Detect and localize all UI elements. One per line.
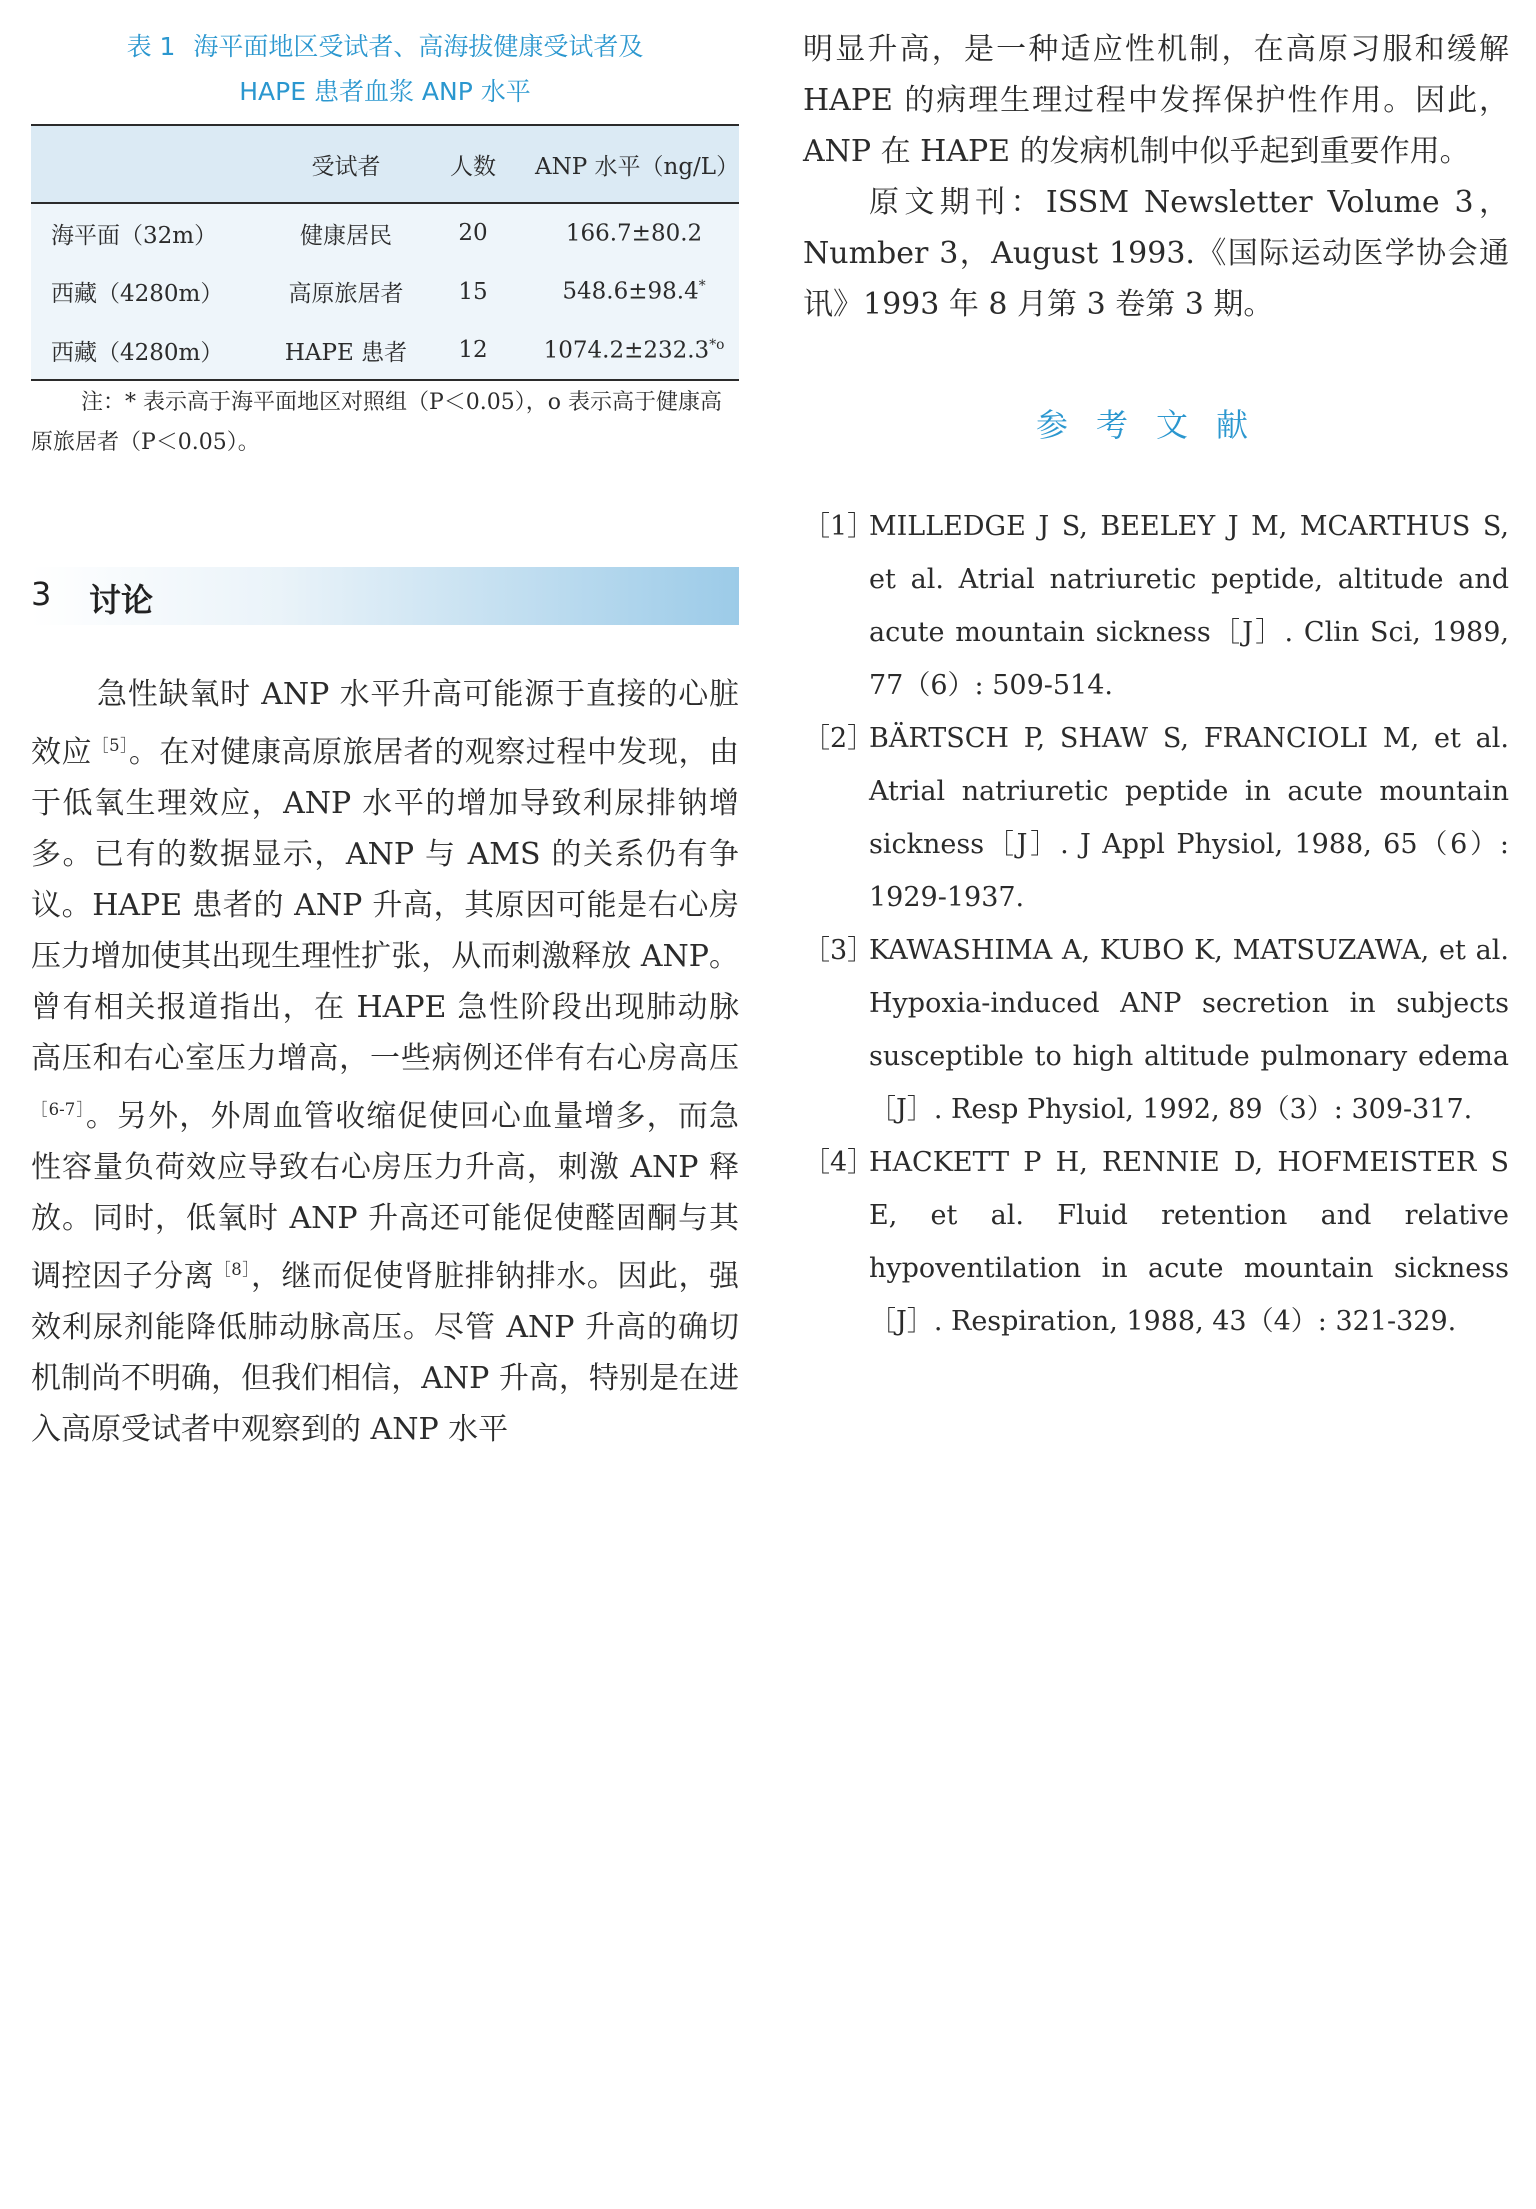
table-header-cell: 人数 bbox=[450, 153, 496, 180]
discussion-text: 急性缺氧时 ANP 水平升高可能源于直接的心脏效应 bbox=[31, 677, 739, 770]
anp-value: 1074.2±232.3 bbox=[543, 337, 710, 364]
table-row bbox=[31, 262, 739, 321]
reference-text: MILLEDGE J S, BEELEY J M, MCARTHUS S, et al. Atrial natriuretic peptide, altitude and acute mountain sickness［J］. Clin Sci, 1989, 77（6）: 509-514. bbox=[869, 511, 1509, 701]
reference-number: ［3］ bbox=[803, 935, 875, 966]
discussion-text: 。在对健康高原旅居者的观察过程中发现，由于低氧生理效应，ANP 水平的增加导致利尿排钠增多。已有的数据显示，ANP 与 AMS 的关系仍有争议。HAPE 患者的 ANP 升高，其原因可能是右心房压力增加使其出现生理性扩张，从而刺激释放 ANP。曾有相关报道指出，在 HAPE 急性阶段出现肺动脉高压和右心室压力增高，一些病例还伴有右心房高压 bbox=[31, 735, 739, 1076]
table-cell-n: 15 bbox=[458, 278, 488, 305]
section-title: 讨论 bbox=[89, 581, 154, 619]
left-column bbox=[31, 24, 739, 485]
table-row bbox=[31, 203, 739, 262]
table-cell-anp bbox=[529, 203, 739, 262]
table-cell-subject: HAPE 患者 bbox=[284, 339, 408, 366]
citation[interactable]: ［6-7］ bbox=[31, 1100, 86, 1119]
table-header-cell: ANP 水平（ng/L） bbox=[535, 153, 740, 180]
reference-item bbox=[803, 712, 1509, 924]
significance-mark: * bbox=[698, 278, 706, 295]
table-note: 注：* 表示高于海平面地区对照组（P＜0.05），o 表示高于健康高原旅居者（P＜0.05）。 bbox=[31, 390, 723, 455]
table-caption bbox=[31, 24, 739, 114]
reference-number: ［1］ bbox=[803, 511, 875, 542]
reference-item bbox=[803, 1136, 1509, 1348]
reference-item bbox=[803, 924, 1509, 1136]
table-caption-line1 bbox=[31, 24, 739, 69]
table-caption-text1: 海平面地区受试者、高海拔健康受试者及 bbox=[193, 32, 644, 61]
table-cell-n: 12 bbox=[458, 337, 488, 363]
table-cell-site: 海平面（32m） bbox=[51, 222, 218, 249]
citation[interactable]: ［5］ bbox=[92, 736, 129, 755]
references-title: 参考文献 bbox=[1035, 406, 1276, 444]
discussion-text: 。另外，外周血管收缩促使回心血量增多，而急性容量负荷效应导致右心房压力升高，刺激 ANP 释放。同时，低氧时 ANP 升高还可能促使醛固酮与其调控因子分离 bbox=[31, 1099, 740, 1294]
table-cell-n: 20 bbox=[458, 220, 488, 246]
reference-text: BÄRTSCH P, SHAW S, FRANCIOLI M, et al. Atrial natriuretic peptide in acute mountain sickness［J］. J Appl Physiol, 1988, 65（6）: 1929-1937. bbox=[869, 723, 1509, 913]
table-caption-line2: HAPE 患者血浆 ANP 水平 bbox=[239, 77, 531, 106]
table-header-cell bbox=[31, 125, 275, 203]
continuation-paragraph: 明显升高，是一种适应性机制，在高原习服和缓解 HAPE 的病理生理过程中发挥保护性作用。因此，ANP 在 HAPE 的发病机制中似乎起到重要作用。 bbox=[803, 32, 1509, 169]
reference-text: KAWASHIMA A, KUBO K, MATSUZAWA, et al. Hypoxia-induced ANP secretion in subjects susceptible to high altitude pulmonary edema［J］. Resp Physiol, 1992, 89（3）: 309-317. bbox=[869, 935, 1509, 1125]
reference-text: HACKETT P H, RENNIE D, HOFMEISTER S E, et al. Fluid retention and relative hypoventilation in acute mountain sickness［J］. Respiration, 1988, 43（4）: 321-329. bbox=[869, 1147, 1509, 1337]
reference-item bbox=[803, 500, 1509, 712]
table-cell-site: 西藏（4280m） bbox=[51, 339, 224, 366]
anp-table bbox=[31, 124, 739, 381]
discussion-paragraph bbox=[31, 669, 739, 1455]
reference-number: ［4］ bbox=[803, 1147, 875, 1178]
reference-list bbox=[803, 500, 1509, 1348]
source-note: 原文期刊：ISSM Newsletter Volume 3，Number 3，August 1993.《国际运动医学协会通讯》1993 年 8 月第 3 卷第 3 期。 bbox=[803, 185, 1509, 322]
reference-number: ［2］ bbox=[803, 723, 875, 754]
table-cell-subject: 健康居民 bbox=[300, 222, 392, 249]
table-number: 表 1 bbox=[126, 32, 176, 61]
discussion-text: ，继而促使肾脏排钠排水。因此，强效利尿剂能降低肺动脉高压。尽管 ANP 升高的确切机制尚不明确，但我们相信，ANP 升高，特别是在进入高原受试者中观察到的 ANP 水平 bbox=[31, 1259, 739, 1447]
table-header-cell: 受试者 bbox=[311, 153, 381, 180]
table-header-row bbox=[31, 125, 739, 203]
table-cell-subject: 高原旅居者 bbox=[288, 281, 404, 307]
table-cell-anp bbox=[529, 262, 739, 321]
anp-value: 166.7±80.2 bbox=[565, 220, 703, 247]
table-row bbox=[31, 321, 739, 380]
section-number: 3 bbox=[31, 575, 52, 613]
significance-mark: *o bbox=[709, 336, 725, 353]
table-cell-anp bbox=[529, 321, 739, 380]
right-column bbox=[803, 24, 1509, 1348]
table-cell-site: 西藏（4280m） bbox=[51, 281, 224, 307]
anp-value: 548.6±98.4 bbox=[562, 278, 699, 305]
citation[interactable]: ［8］ bbox=[214, 1260, 252, 1279]
section-heading bbox=[31, 567, 739, 625]
